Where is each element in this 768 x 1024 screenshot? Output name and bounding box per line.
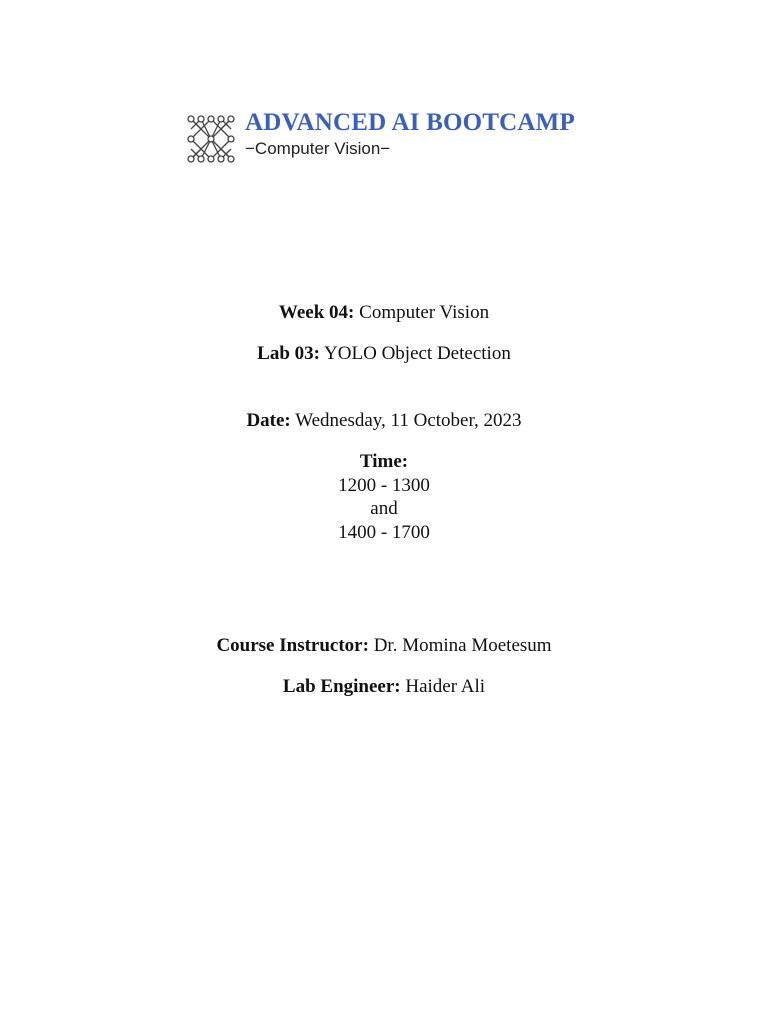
time-slot-2: 1400 - 1700 — [338, 522, 430, 543]
week-value: Computer Vision — [359, 302, 490, 323]
time-connector: and — [370, 498, 398, 519]
week-line — [0, 301, 768, 325]
brand-title: ADVANCED AI BOOTCAMP — [245, 109, 575, 136]
time-slot-1: 1200 - 1300 — [338, 475, 430, 496]
engineer-value: Haider Ali — [405, 676, 486, 697]
date-value: Wednesday, 11 October, 2023 — [295, 410, 522, 431]
lab-line — [0, 342, 768, 366]
time-label-line — [0, 450, 768, 474]
lab-label: Lab 03: — [257, 343, 320, 364]
time-label: Time: — [359, 451, 409, 472]
brand-title-block — [245, 108, 575, 160]
lab-value: YOLO Object Detection — [324, 343, 511, 364]
instructor-label: Course Instructor: — [216, 635, 369, 656]
date-line — [0, 409, 768, 433]
brand-subtitle: −Computer Vision− — [245, 139, 391, 158]
engineer-line — [0, 675, 768, 699]
document-header — [185, 108, 575, 168]
instructor-line — [0, 634, 768, 658]
instructor-value: Dr. Momina Moetesum — [373, 635, 552, 656]
date-label: Date: — [246, 410, 291, 431]
engineer-label: Lab Engineer: — [282, 676, 401, 697]
neural-network-icon — [185, 111, 237, 167]
week-label: Week 04: — [278, 302, 355, 323]
